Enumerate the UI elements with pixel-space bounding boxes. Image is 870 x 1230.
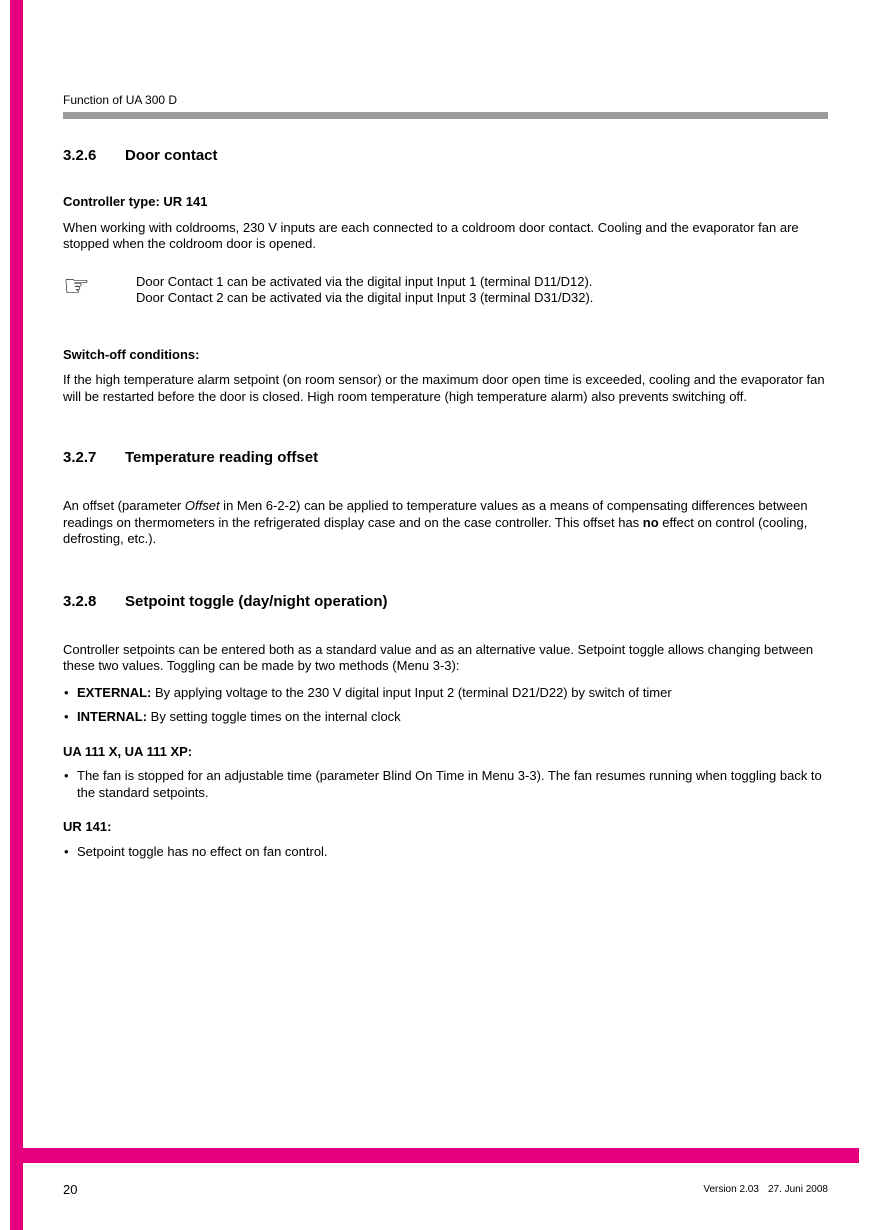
controller-type-heading: Controller type: UR 141 bbox=[63, 194, 208, 209]
ur141-heading: UR 141: bbox=[63, 819, 112, 834]
accent-left-bar bbox=[10, 0, 23, 1230]
offset-text-part2: in Men 6-2-2) can be applied to temperature values as a means of compensating differences between readings on thermometers in the refrigerated display case and on the case controller. This offset has bbox=[63, 498, 808, 530]
bullet-internal-label: INTERNAL: bbox=[77, 709, 148, 724]
section-title: Temperature reading offset bbox=[125, 449, 319, 466]
section-number: 3.2.7 bbox=[63, 449, 97, 466]
note-line-1: Door Contact 1 can be activated via the digital input Input 1 (terminal D11/D12). bbox=[136, 273, 593, 289]
section-heading-327 bbox=[63, 449, 828, 467]
paragraph-offset bbox=[63, 498, 828, 548]
note-block bbox=[63, 269, 828, 307]
paragraph-setpoints: Controller setpoints can be entered both as a standard value and as an alternative value. Setpoint toggle allows changing between these two values. Toggling can be made by two methods (Menu 3-3): bbox=[63, 641, 814, 673]
header-rule bbox=[63, 112, 828, 119]
offset-text-part1: An offset (parameter bbox=[63, 498, 185, 513]
paragraph-coldrooms: When working with coldrooms, 230 V inputs are each connected to a coldroom door contact. Cooling and the evaporator fan are stopped when the coldroom door is opened. bbox=[63, 219, 799, 251]
section-title: Door contact bbox=[125, 147, 218, 164]
section-number: 3.2.6 bbox=[63, 147, 97, 164]
version-label: Version 2.03 bbox=[703, 1184, 759, 1195]
ua111-heading: UA 111 X, UA 111 XP: bbox=[63, 743, 193, 759]
footer-version bbox=[703, 1184, 828, 1195]
bullet-external-label: EXTERNAL: bbox=[77, 684, 152, 700]
bullet-external bbox=[63, 685, 828, 702]
accent-bottom-bar bbox=[10, 1148, 859, 1163]
bullet-ua111: • The fan is stopped for an adjustable time (parameter Blind On Time in Menu 3-3). The fan resumes running when toggling back to the standard setpoints. bbox=[63, 768, 828, 801]
note-text bbox=[136, 274, 828, 307]
offset-param-name: Offset bbox=[184, 498, 220, 513]
note-line-2: Door Contact 2 can be activated via the digital input Input 3 (terminal D31/D32). bbox=[136, 290, 594, 305]
offset-text-part3: effect on control (cooling, defrosting, etc.). bbox=[63, 514, 808, 546]
bullet-internal-text: By setting toggle times on the internal clock bbox=[147, 709, 401, 724]
page-number: 20 bbox=[63, 1182, 78, 1197]
bullet-external-text: By applying voltage to the 230 V digital input Input 2 (terminal D21/D22) by switch of timer bbox=[151, 684, 672, 700]
pointing-hand-icon: ☞ bbox=[63, 269, 90, 303]
version-date: 27. Juni 2008 bbox=[767, 1184, 828, 1195]
section-heading-328 bbox=[63, 593, 828, 611]
page-content bbox=[63, 0, 828, 860]
section-title: Setpoint toggle (day/night operation) bbox=[125, 592, 388, 610]
bullet-ur141: • Setpoint toggle has no effect on fan control. bbox=[63, 844, 828, 861]
section-heading-326 bbox=[63, 147, 828, 165]
bullet-internal bbox=[63, 709, 828, 726]
section-number: 3.2.8 bbox=[63, 592, 97, 610]
running-header: Function of UA 300 D bbox=[63, 93, 178, 107]
offset-emphasis: no bbox=[642, 514, 659, 530]
paragraph-switch-off: If the high temperature alarm setpoint (on room sensor) or the maximum door open time is exceeded, cooling and the evaporator fan will be restarted before the door is closed. High room temperature (high temperature alarm) also prevents switching off. bbox=[63, 372, 825, 404]
switch-off-heading: Switch-off conditions: bbox=[63, 346, 200, 362]
